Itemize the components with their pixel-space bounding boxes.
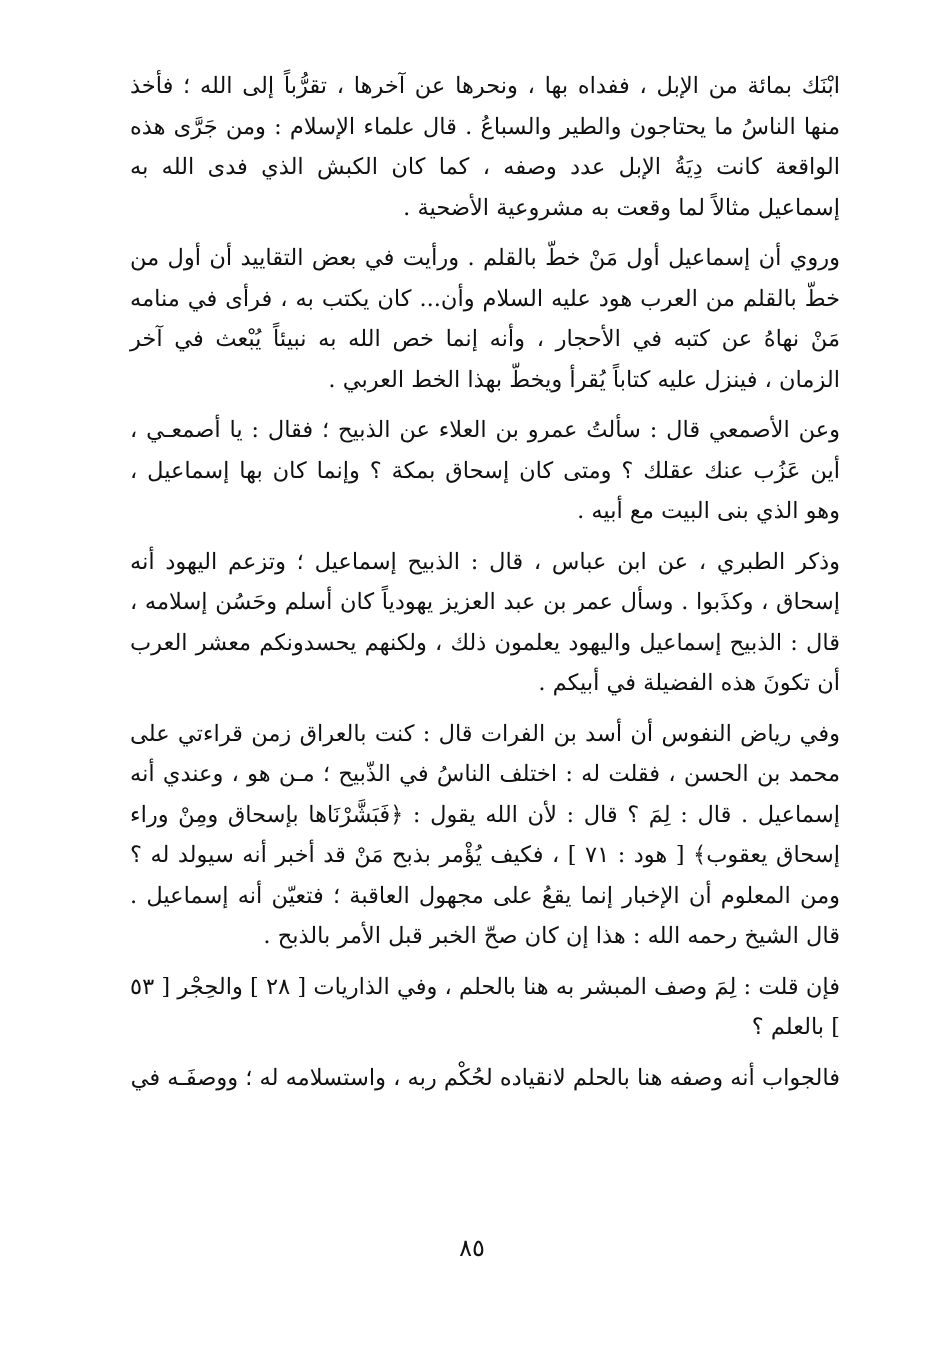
- page-number: ٨٥: [459, 1234, 485, 1262]
- body-text: [130, 66, 840, 1108]
- paragraph-3: وعن الأصمعي قال : سألتُ عمرو بن العلاء عن الذبيح ؛ فقال : يا أصمعـي ، أين عَزُب عنك عقلك ؟ ومتى كان إسحاق بمكة ؟ وإنما كان بها إسماعيل ، وهو الذي بنى البيت مع أبيه .: [130, 417, 840, 524]
- paragraph-7: فالجواب أنه وصفه هنا بالحلم لانقياده لحُكْم ربه ، واستسلامه له ؛ ووصفَـه في: [130, 1064, 840, 1091]
- paragraph-2: وروي أن إسماعيل أول مَنْ خطّ بالقلم . ورأيت في بعض التقاييد أن أول من خطّ بالقلم من العرب هود عليه السلام وأن... كان يكتب به ، فرأى في منامه مَنْ نهاهُ عن كتبه في الأحجار ، وأنه إنما خص الله به نبيئاً يُبْعث في آخر الزمان ، فينزل عليه كتاباً يُقرأ ويخطّ بهذا الخط العربي .: [130, 245, 840, 393]
- paragraph-5: وفي رياض النفوس أن أسد بن الفرات قال : كنت بالعراق زمن قراءتي على محمد بن الحسن ، فقلت له : اختلف الناسُ في الذّبيح ؛ مـن هو ، وعندي أنه إسماعيل . قال : لِمَ ؟ قال : لأن الله يقول : ﴿فَبَشَّرْنَاها بإسحاق ومِنْ وراء إسحاق يعقوب﴾ [ هود : ٧١ ] ، فكيف يُؤْمر بذبح مَنْ قد أخبر أنه سيولد له ؟ ومن المعلوم أن الإخبار إنما يقعُ على مجهول العاقبة ؛ فتعيّن أنه إسماعيل . قال الشيخ رحمه الله : هذا إن كان صحّ الخبر قبل الأمر بالذبح .: [130, 720, 840, 949]
- paragraph-1: ابْنَك بمائة من الإبل ، ففداه بها ، ونحرها عن آخرها ، تقرُّباً إلى الله ؛ فأخذ منها الناسُ ما يحتاجون والطير والسباعُ . قال علماء الإسلام : ومن جَرَّى هذه الواقعة كانت دِيَةُ الإبل عدد وصفه ، كما كان الكبش الذي فدى الله به إسماعيل مثالاً لما وقعت به مشروعية الأضحية .: [130, 73, 840, 221]
- paragraph-4: وذكر الطبري ، عن ابن عباس ، قال : الذبيح إسماعيل ؛ وتزعم اليهود أنه إسحاق ، وكذَبوا . وسأل عمر بن عبد العزيز يهودياً كان أسلم وحَسُن إسلامه ، قال : الذبيح إسماعيل واليهود يعلمون ذلك ، ولكنهم يحسدونكم معشر العرب أن تكونَ هذه الفضيلة في أبيكم .: [130, 548, 840, 696]
- paragraph-6: فإن قلت : لِمَ وصف المبشر به هنا بالحلم ، وفي الذاريات [ ٢٨ ] والحِجْر [ ٥٣ ] بالعلم ؟: [130, 973, 840, 1040]
